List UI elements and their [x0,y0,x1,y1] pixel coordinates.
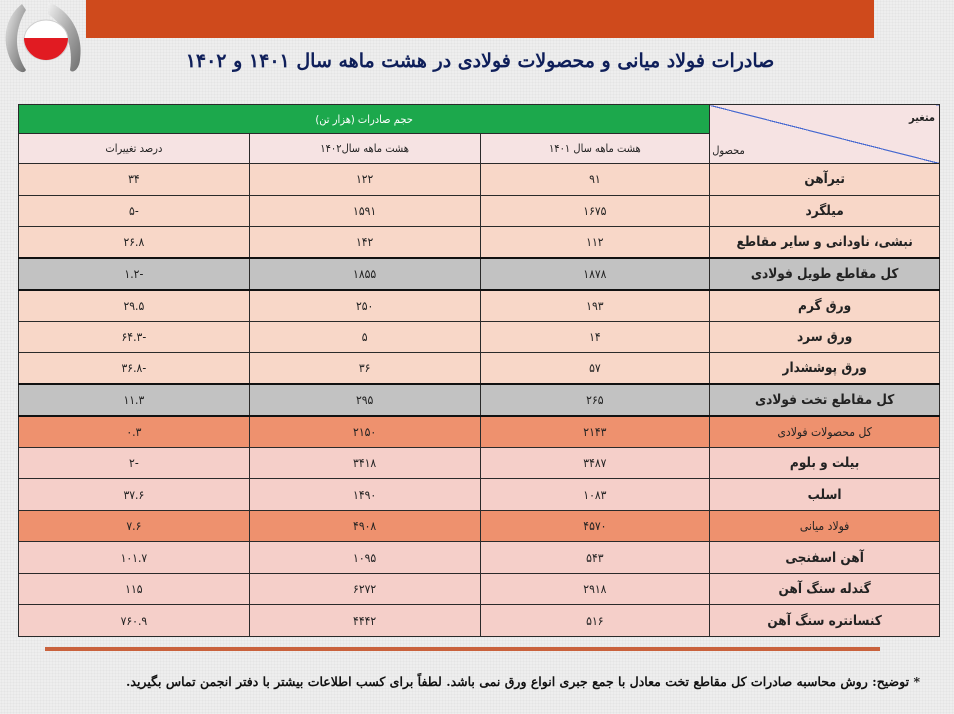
col-header-1401: هشت ماهه سال ۱۴۰۱ [480,134,710,164]
table-row [19,542,940,574]
value-1402-cell: ۱۲۲ [249,163,480,195]
col-header-1402: هشت ماهه سال۱۴۰۲ [249,134,480,164]
export-volume-group-header: حجم صادرات (هزار تن) [19,105,710,134]
col-header-change: درصد تغییرات [19,134,250,164]
table-row [19,353,940,385]
table-row [19,258,940,290]
change-percent-cell: ۲۹.۵ [19,290,250,322]
change-percent-cell: ۱۱.۳ [19,384,250,416]
change-percent-cell: ۳۷.۶ [19,479,250,511]
product-name-cell: میلگرد [710,195,940,227]
table-row [19,227,940,259]
value-1401-cell: ۳۴۸۷ [480,447,710,479]
product-name-cell: اسلب [710,479,940,511]
product-name-cell: کنسانتره سنگ آهن [710,605,940,637]
value-1401-cell: ۱۹۳ [480,290,710,322]
change-percent-cell: -۵ [19,195,250,227]
product-name-cell: تیرآهن [710,163,940,195]
corner-header-cell [710,105,940,164]
value-1402-cell: ۱۴۹۰ [249,479,480,511]
value-1402-cell: ۱۸۵۵ [249,258,480,290]
product-name-cell: کل مقاطع طویل فولادی [710,258,940,290]
value-1401-cell: ۲۹۱۸ [480,573,710,605]
association-logo [0,0,88,80]
footnote: * توضیح: روش محاسبه صادرات کل مقاطع تخت معادل با جمع جبری انواع ورق نمی باشد. لطفاً برای کسب اطلاعات بیشتر با دفتر انجمن تماس بگیرید. [126,674,920,689]
change-percent-cell: ۱۱۵ [19,573,250,605]
change-percent-cell: ۲۶.۸ [19,227,250,259]
product-name-cell: بیلت و بلوم [710,447,940,479]
value-1402-cell: ۴۹۰۸ [249,510,480,542]
value-1401-cell: ۱۰۸۳ [480,479,710,511]
product-name-cell: آهن اسفنجی [710,542,940,574]
change-percent-cell: ۱۰۱.۷ [19,542,250,574]
value-1402-cell: ۲۱۵۰ [249,416,480,448]
variable-label: متغیر [909,111,935,124]
change-percent-cell: -۲ [19,447,250,479]
change-percent-cell: -۳۶.۸ [19,353,250,385]
table-row [19,290,940,322]
table-row [19,416,940,448]
table-row [19,510,940,542]
change-percent-cell: -۶۴.۳ [19,321,250,353]
table-row [19,163,940,195]
product-name-cell: کل مقاطع تخت فولادی [710,384,940,416]
value-1401-cell: ۱۸۷۸ [480,258,710,290]
table-row [19,321,940,353]
value-1401-cell: ۵۱۶ [480,605,710,637]
header-band [86,0,874,38]
value-1402-cell: ۲۹۵ [249,384,480,416]
value-1402-cell: ۶۲۷۲ [249,573,480,605]
product-name-cell: فولاد میانی [710,510,940,542]
value-1402-cell: ۲۵۰ [249,290,480,322]
exports-table [18,104,940,637]
change-percent-cell: ۰.۳ [19,416,250,448]
table-row [19,479,940,511]
change-percent-cell: ۷.۶ [19,510,250,542]
table-row [19,447,940,479]
product-name-cell: ورق پوششدار [710,353,940,385]
value-1401-cell: ۲۱۴۳ [480,416,710,448]
value-1401-cell: ۹۱ [480,163,710,195]
table-row [19,195,940,227]
product-name-cell: گندله سنگ آهن [710,573,940,605]
page-title: صادرات فولاد میانی و محصولات فولادی در هشت ماهه سال ۱۴۰۱ و ۱۴۰۲ [185,50,775,72]
table-row [19,573,940,605]
value-1402-cell: ۱۰۹۵ [249,542,480,574]
value-1402-cell: ۱۵۹۱ [249,195,480,227]
value-1401-cell: ۴۵۷۰ [480,510,710,542]
value-1401-cell: ۱۶۷۵ [480,195,710,227]
product-name-cell: کل محصولات فولادی [710,416,940,448]
value-1402-cell: ۳۶ [249,353,480,385]
product-name-cell: ورق سرد [710,321,940,353]
value-1401-cell: ۵۷ [480,353,710,385]
value-1401-cell: ۲۶۵ [480,384,710,416]
value-1402-cell: ۱۴۲ [249,227,480,259]
product-name-cell: ورق گرم [710,290,940,322]
product-label: محصول [712,143,745,157]
value-1401-cell: ۱۱۲ [480,227,710,259]
value-1401-cell: ۱۴ [480,321,710,353]
change-percent-cell: -۱.۲ [19,258,250,290]
value-1401-cell: ۵۴۳ [480,542,710,574]
bottom-divider [45,647,880,651]
change-percent-cell: ۷۶۰.۹ [19,605,250,637]
table-row [19,605,940,637]
change-percent-cell: ۳۴ [19,163,250,195]
value-1402-cell: ۴۴۴۲ [249,605,480,637]
product-name-cell: نبشی، ناودانی و سایر مقاطع [710,227,940,259]
table-row [19,384,940,416]
value-1402-cell: ۳۴۱۸ [249,447,480,479]
value-1402-cell: ۵ [249,321,480,353]
